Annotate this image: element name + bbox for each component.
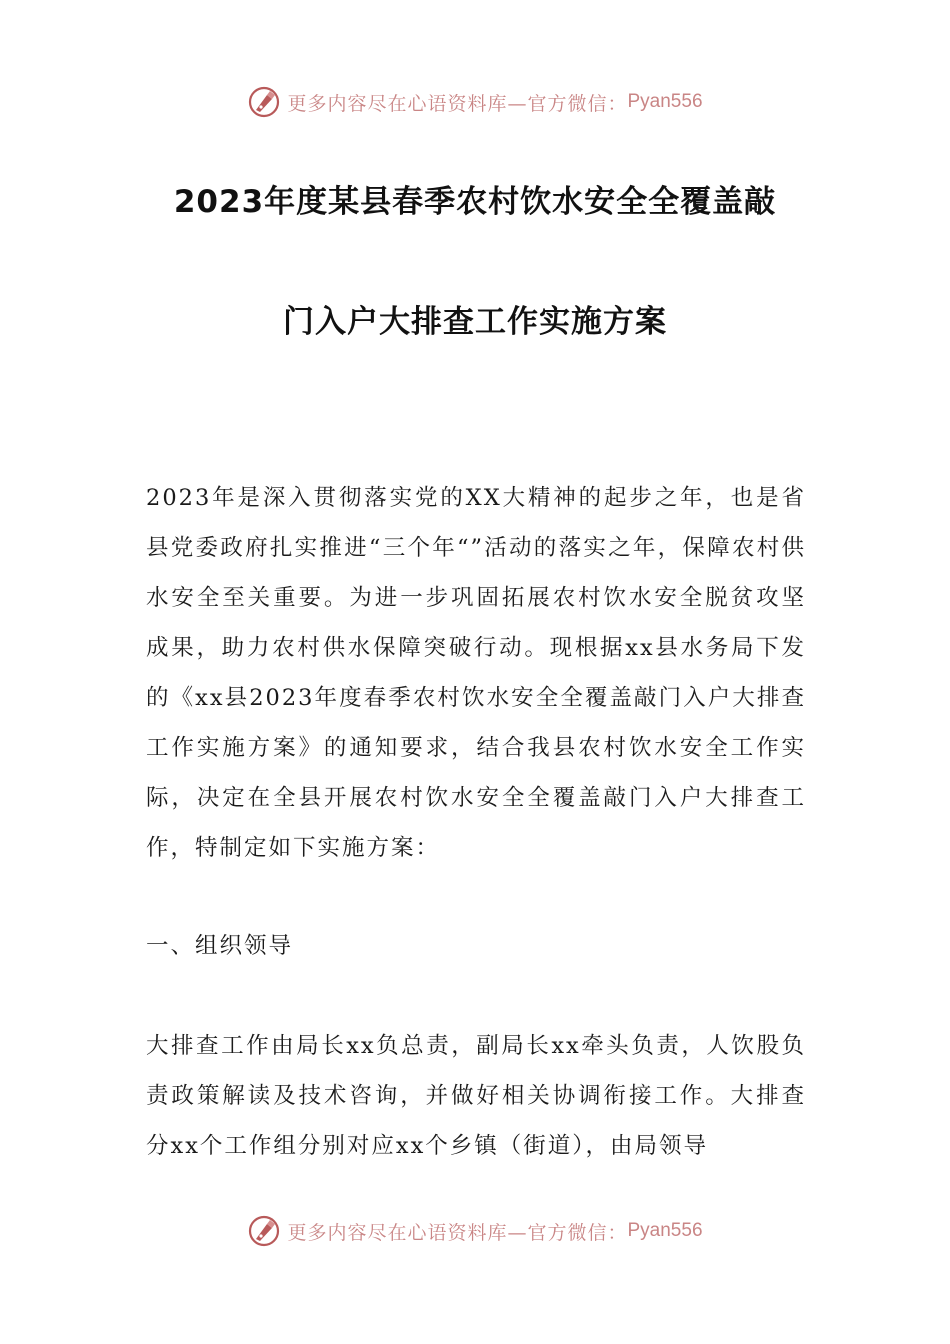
document-title-line-2: 门入户大排查工作实施方案 xyxy=(283,304,667,340)
watermark-header xyxy=(0,82,950,122)
pen-nib-logo-icon xyxy=(247,1214,281,1248)
section-heading-organization: 一、组织领导 xyxy=(146,933,294,959)
document-title-line-1: 2023年度某县春季农村饮水安全全覆盖敲 xyxy=(173,184,777,220)
watermark-footer xyxy=(0,1211,950,1251)
watermark-wechat-id: Pyan556 xyxy=(627,1220,703,1241)
section-paragraph-organization: 大排查工作由局长xx负总责，副局长xx牵头负责，人饮股负责政策解读及技术咨询，并做好相关协调衔接工作。大排查分xx个工作组分别对应xx个乡镇（街道），由局领导 xyxy=(146,1033,806,1159)
watermark-text: 更多内容尽在心语资料库—官方微信： xyxy=(287,1221,628,1244)
pen-nib-logo-icon xyxy=(247,85,281,119)
intro-paragraph: 2023年是深入贯彻落实党的XX大精神的起步之年，也是省县党委政府扎实推进“三个年“”活动的落实之年，保障农村供水安全至关重要。为进一步巩固拓展农村饮水安全脱贫攻坚成果，助力农村供水保障突破行动。现根据xx县水务局下发的《xx县2023年度春季农村饮水安全全覆盖敲门入户大排查工作实施方案》的通知要求，结合我县农村饮水安全工作实际，决定在全县开展农村饮水安全全覆盖敲门入户大排查工作，特制定如下实施方案： xyxy=(146,485,806,861)
watermark-text: 更多内容尽在心语资料库—官方微信： xyxy=(287,92,628,115)
watermark-wechat-id: Pyan556 xyxy=(627,91,703,112)
